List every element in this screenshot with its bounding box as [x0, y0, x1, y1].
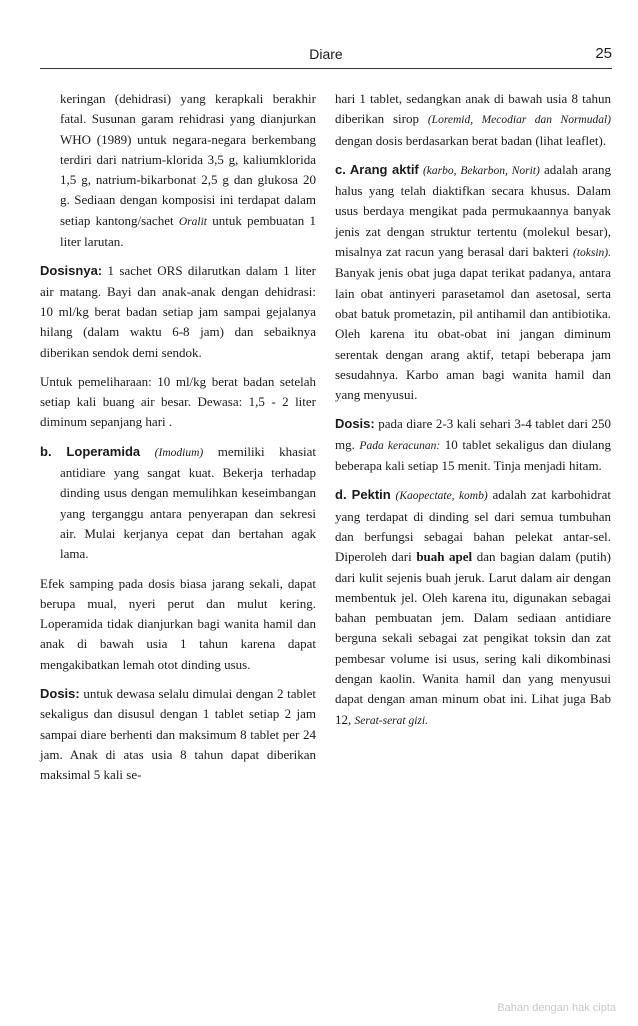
left-column — [40, 89, 316, 795]
copyright-watermark: Bahan dengan hak cipta — [497, 1002, 616, 1014]
paragraph-pemeliharaan: Untuk pemeliharaan: 10 ml/kg berat badan setelah setiap kali buang air besar. Dewasa: 1,5 - 2 liter diminum sepanjang hari . — [40, 373, 316, 430]
paragraph-loperamida-continued: hari 1 tablet, sedangkan anak di bawah usia 8 tahun diberikan sirop (Loremid, Mecodiar dan Normudal) dengan dosis berdasarkan berat badan (lihat leaflet). — [335, 91, 612, 148]
page-number: 25 — [595, 45, 612, 62]
running-header — [40, 42, 612, 69]
paragraph-efek-samping: Efek samping pada dosis biasa jarang sekali, dapat berupa mual, nyeri perut dan mulut kering. Loperamida tidak dianjurkan bagi wanita hamil dan anak di bawah usia 1 tahun karena dapat mengakibatkan lemah otot dinding usus. — [40, 575, 316, 672]
chapter-title: Diare — [309, 46, 343, 62]
paragraph-dosis-arang: Dosis: pada diare 2-3 kali sehari 3-4 tablet dari 250 mg. Pada keracunan: 10 tablet sekaligus dan diulang beberapa kali setiap 15 menit. Tinja menjadi hitam. — [335, 416, 611, 474]
right-column — [335, 89, 611, 740]
paragraph-arang-aktif: c. Arang aktif (karbo, Bekarbon, Norit) adalah arang halus yang telah diaktifkan secara khusus. Dalam usus berdaya mengikat pada permukaannya banyak jenis zat dengan struktur tertentu (molekul besar), misalnya zat racun yang berasal dari bakteri (toksin). Banyak jenis obat juga dapat terikat padanya, antara lain obat antinyeri parasetamol dan asetosal, serta obat batuk prometazin, pil antihamil dan antibiotika. Oleh karena itu obat-obat ini jangan diminum serentak dengan arang aktif, tetapi beberapa jam sesudahnya. Karbo aman bagi wanita hamil dan yang menyusui. — [335, 161, 612, 403]
paragraph-pektin: d. Pektin (Kaopectate, komb) adalah zat karbohidrat yang terdapat di dinding sel dari semua tumbuhan dan berfungsi sebagai bahan pelekat antar-sel. Diperoleh dari buah apel dan bagian dalam (putih) dari kulit sejenis buah jeruk. Larut dalam air dengan membentuk jel. Oleh karena itu, digunakan sebagai bahan pembuatan jem. Dalam sediaan antidiare berguna sekali sebagai zat pengikat toksin dan zat pembesar volume isi usus, sering kali dikombinasi dengan kaolin. Wanita hamil dan yang menyusui dapat dengan aman minum obat ini. Lihat juga Bab 12, Serat-serat gizi. — [335, 487, 612, 727]
paragraph-loperamida: b. Loperamida (Imodium) memiliki khasiat antidiare yang sangat kuat. Bekerja terhadap dinding usus dengan memulihkan keseimbangan yang terganggu antara penyerapan dan sekresi air. Mulai kerjanya cepat dan bertahan agak lama. — [40, 443, 317, 562]
paragraph-dosis-loperamida: Dosis: untuk dewasa selalu dimulai dengan 2 tablet sekaligus dan disusul dengan 1 tablet setiap 2 jam sampai diare berhenti dan maksimum 8 tablet per 24 jam. Anak di atas usia 8 tahun dapat diberikan maksimal 5 kali se- — [40, 686, 316, 783]
paragraph-ors-composition: keringan (dehidrasi) yang kerapkali berakhir fatal. Susunan garam rehidrasi yang dianjurkan WHO (1989) untuk negara-negara berkembang terdiri dari natrium-klorida 3,5 g, kaliumklorida 1,5 g, natrium-bikarbonat 2,5 g dan glukosa 20 g. Sediaan dengan komposisi ini terdapat dalam setiap kantong/sachet Oralit untuk pembuatan 1 liter larutan. — [60, 91, 316, 250]
paragraph-dosis-ors: Dosisnya: 1 sachet ORS dilarutkan dalam 1 liter air matang. Bayi dan anak-anak dengan dehidrasi: 10 ml/kg berat badan setiap jam sampai gejalanya hilang (dalam waktu 6-8 jam) dan sebaiknya diberikan sendok demi sendok. — [40, 263, 316, 360]
